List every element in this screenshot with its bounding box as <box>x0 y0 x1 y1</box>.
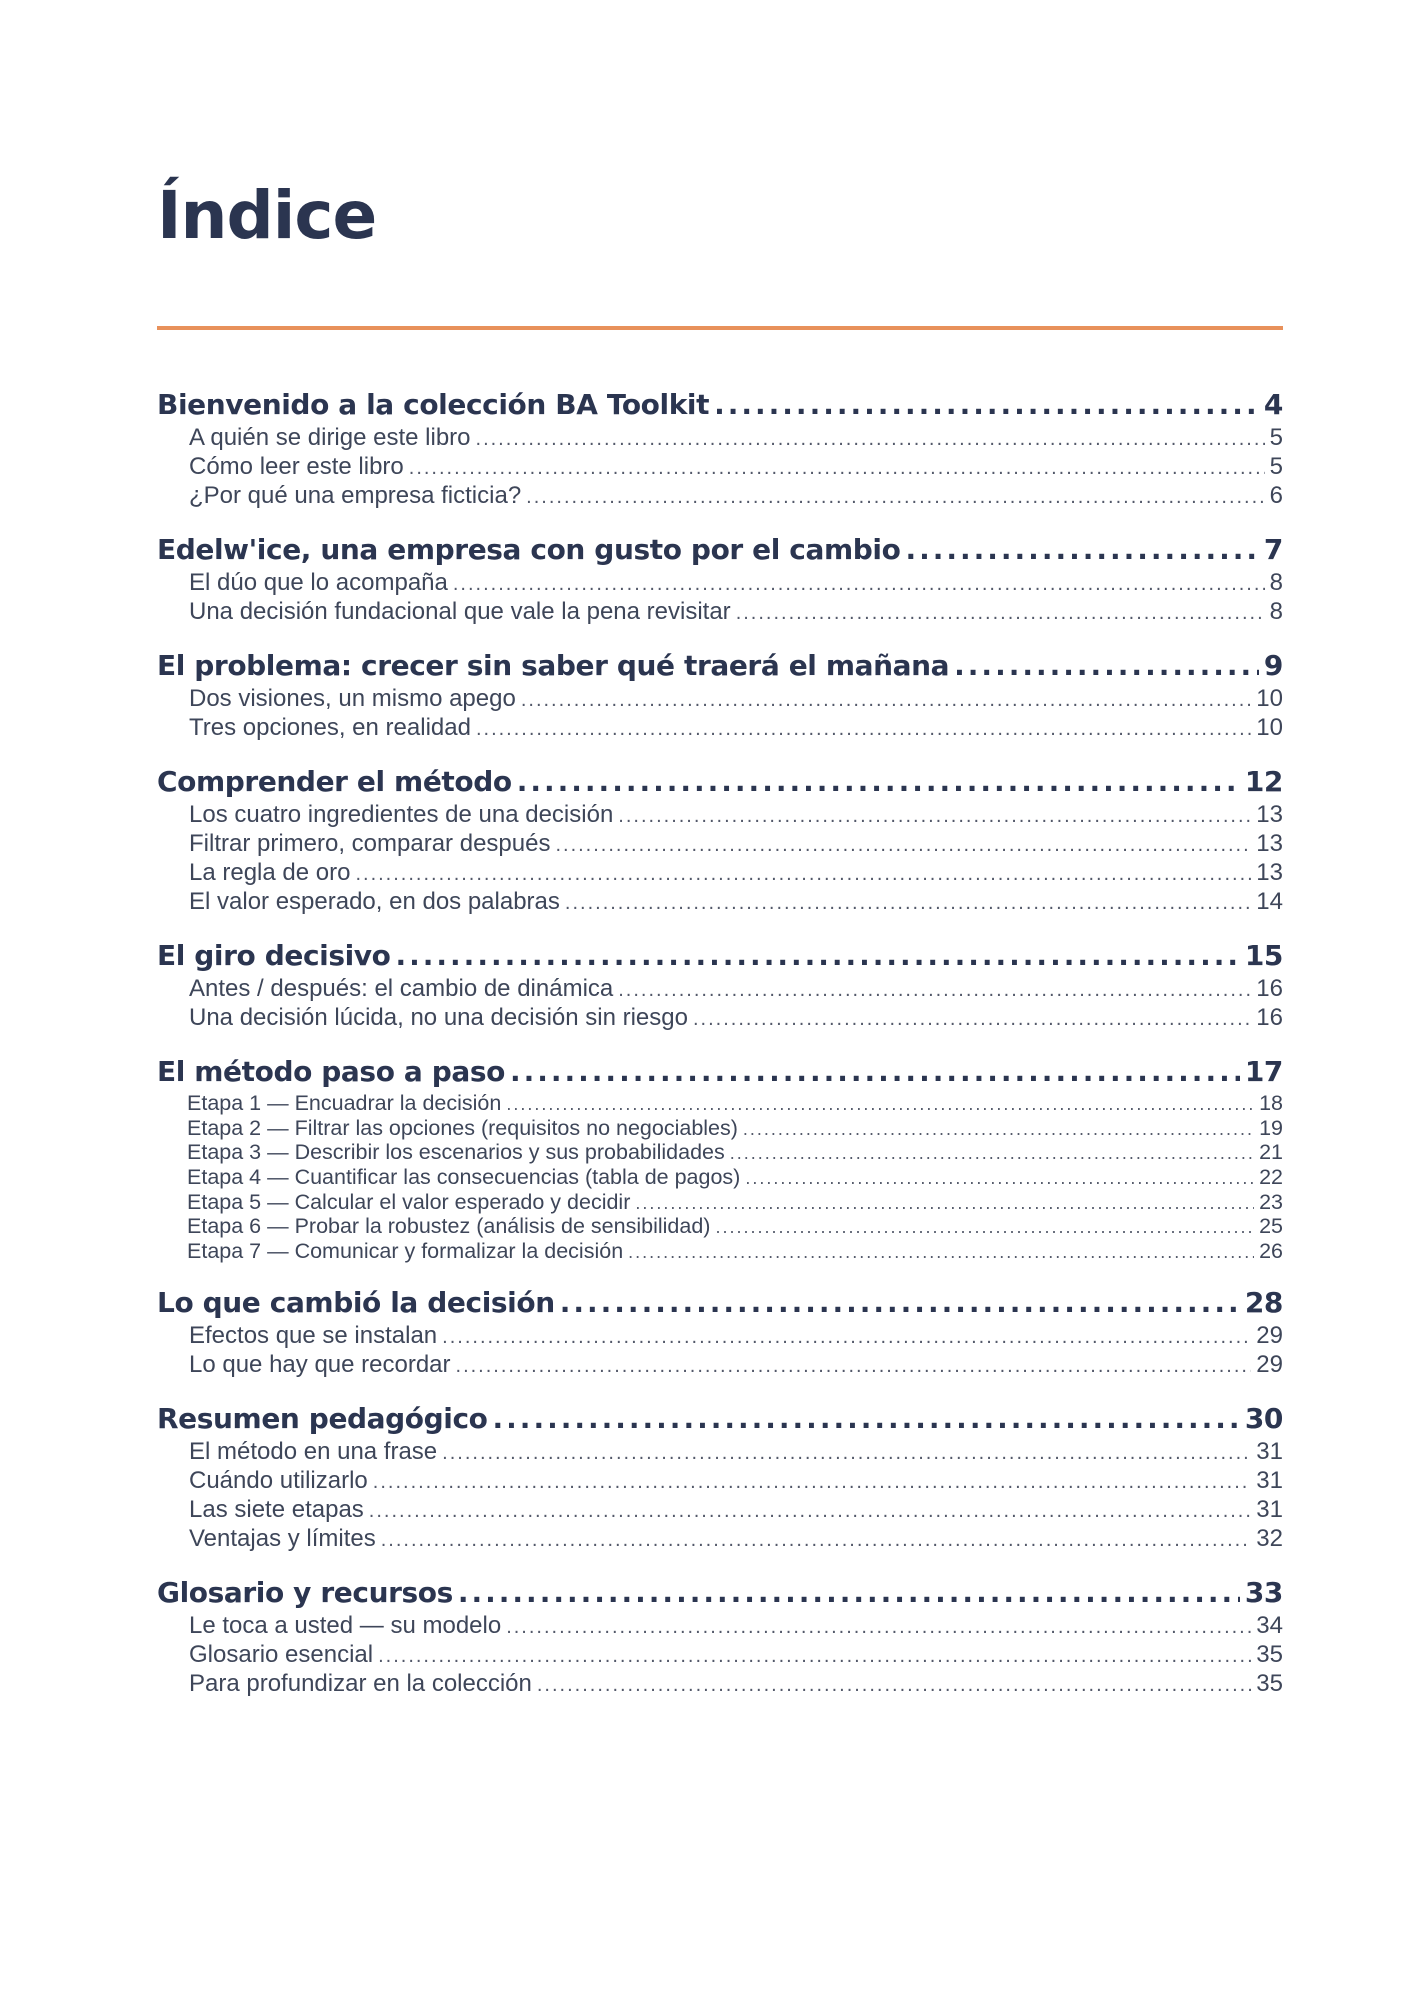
toc-chapter-entry[interactable] <box>157 1055 1283 1091</box>
subsection-title: La regla de oro <box>189 859 351 886</box>
dot-leader <box>560 1286 1240 1319</box>
subsection-title: Ventajas y límites <box>189 1524 376 1552</box>
toc-subsection-entry[interactable] <box>157 1190 1283 1215</box>
subsection-title: Etapa 5 — Calcular el valor esperado y decidir <box>187 1189 631 1214</box>
subsection-title: Etapa 1 — Encuadrar la decisión <box>187 1091 502 1115</box>
toc-subsection-entry[interactable] <box>157 1140 1283 1165</box>
dot-leader <box>453 573 1265 596</box>
page-number: 8 <box>1269 569 1283 596</box>
page-number: 18 <box>1259 1091 1283 1115</box>
page-number: 13 <box>1256 801 1283 828</box>
toc-subsection-entry[interactable] <box>157 1612 1283 1641</box>
page-number: 31 <box>1256 1437 1283 1465</box>
subsection-title: Etapa 6 — Probar la robustez (análisis de sensibilidad) <box>187 1214 711 1239</box>
subsection-title: Los cuatro ingredientes de una decisión <box>189 801 614 828</box>
toc-subsection-entry[interactable] <box>157 714 1283 743</box>
subsection-title: Etapa 4 — Cuantificar las consecuencias (tabla de pagos) <box>187 1165 741 1190</box>
page-number: 30 <box>1244 1401 1283 1435</box>
page-number: 16 <box>1256 975 1283 1002</box>
dot-leader <box>381 1529 1252 1552</box>
toc-subsection-entry[interactable] <box>157 569 1283 598</box>
page-number: 26 <box>1259 1239 1283 1264</box>
subsection-title: Cómo leer este libro <box>189 453 404 480</box>
dot-leader <box>736 602 1265 625</box>
page-number: 8 <box>1269 598 1283 625</box>
page-number: 15 <box>1244 939 1283 972</box>
subsection-title: A quién se dirige este libro <box>189 424 471 451</box>
dot-leader <box>493 1402 1240 1435</box>
page-number: 34 <box>1256 1611 1283 1639</box>
dot-leader <box>730 1143 1254 1164</box>
subsection-title: Filtrar primero, comparar después <box>189 830 551 857</box>
chapter-title: El problema: crecer sin saber qué traerá el mañana <box>157 649 950 682</box>
page-number: 14 <box>1256 888 1283 915</box>
dot-leader <box>693 1008 1251 1031</box>
page-number: 17 <box>1244 1055 1283 1088</box>
page-number: 13 <box>1256 830 1283 857</box>
toc-chapter-entry[interactable] <box>157 1286 1283 1322</box>
toc-chapter-entry[interactable] <box>157 533 1283 569</box>
table-of-contents <box>157 388 1283 1699</box>
title-divider <box>157 326 1283 330</box>
dot-leader <box>373 1471 1252 1494</box>
dot-leader <box>456 1355 1252 1378</box>
toc-section <box>157 1286 1283 1380</box>
page-number: 31 <box>1256 1495 1283 1523</box>
page-number: 6 <box>1269 482 1283 509</box>
dot-leader <box>506 1094 1254 1115</box>
subsection-title: Una decisión fundacional que vale la pena revisitar <box>189 598 731 625</box>
page-number: 4 <box>1263 388 1283 421</box>
page-number: 35 <box>1256 1640 1283 1668</box>
toc-subsection-entry[interactable] <box>157 830 1283 859</box>
subsection-title: Las siete etapas <box>189 1495 364 1523</box>
toc-subsection-entry[interactable] <box>157 1239 1283 1264</box>
toc-subsection-entry[interactable] <box>157 1322 1283 1351</box>
toc-subsection-entry[interactable] <box>157 888 1283 917</box>
toc-subsection-entry[interactable] <box>157 1641 1283 1670</box>
dot-leader <box>506 1616 1251 1639</box>
toc-subsection-entry[interactable] <box>157 482 1283 511</box>
toc-subsection-entry[interactable] <box>157 1165 1283 1190</box>
section-gap <box>157 1554 1283 1576</box>
subsection-title: El método en una frase <box>189 1437 438 1465</box>
chapter-title: Bienvenido a la colección BA Toolkit <box>157 388 710 421</box>
toc-chapter-entry[interactable] <box>157 1576 1283 1612</box>
page-number: 31 <box>1256 1466 1283 1494</box>
dot-leader <box>618 805 1251 828</box>
subsection-title: Glosario esencial <box>189 1640 374 1668</box>
dot-leader <box>954 649 1259 682</box>
section-gap <box>157 1380 1283 1402</box>
page-number: 10 <box>1256 714 1283 741</box>
section-gap <box>157 627 1283 649</box>
toc-section <box>157 1055 1283 1264</box>
subsection-title: ¿Por qué una empresa ficticia? <box>189 482 522 509</box>
toc-section <box>157 939 1283 1033</box>
dot-leader <box>517 765 1240 798</box>
toc-subsection-entry[interactable] <box>157 598 1283 627</box>
page-number: 25 <box>1259 1214 1283 1239</box>
dot-leader <box>628 1242 1254 1263</box>
dot-leader <box>378 1645 1251 1668</box>
page-number: 33 <box>1244 1575 1283 1609</box>
page-number: 23 <box>1259 1189 1283 1214</box>
dot-leader <box>715 1217 1254 1238</box>
toc-subsection-entry[interactable] <box>157 1438 1283 1467</box>
subsection-title: Lo que hay que recordar <box>189 1350 451 1378</box>
section-gap <box>157 511 1283 533</box>
dot-leader <box>745 1168 1254 1189</box>
toc-section <box>157 649 1283 743</box>
page-number: 29 <box>1256 1321 1283 1349</box>
chapter-title: Glosario y recursos <box>157 1575 453 1609</box>
subsection-title: Antes / después: el cambio de dinámica <box>189 975 614 1002</box>
dot-leader <box>565 892 1251 915</box>
toc-subsection-entry[interactable] <box>157 1670 1283 1699</box>
toc-subsection-entry[interactable] <box>157 424 1283 453</box>
page-number: 29 <box>1256 1350 1283 1378</box>
toc-chapter-entry[interactable] <box>157 939 1283 975</box>
page-number: 35 <box>1256 1669 1283 1697</box>
dot-leader <box>355 863 1251 886</box>
subsection-title: Cuándo utilizarlo <box>189 1466 368 1494</box>
toc-section <box>157 533 1283 627</box>
toc-subsection-entry[interactable] <box>157 1214 1283 1239</box>
chapter-title: El giro decisivo <box>157 939 391 972</box>
page-number: 10 <box>1256 685 1283 712</box>
dot-leader <box>521 689 1251 712</box>
page-number: 21 <box>1259 1140 1283 1165</box>
page-number: 22 <box>1259 1165 1283 1190</box>
dot-leader <box>510 1055 1240 1088</box>
toc-chapter-entry[interactable] <box>157 1402 1283 1438</box>
dot-leader <box>537 1674 1251 1697</box>
page-number: 5 <box>1269 424 1283 451</box>
toc-subsection-entry[interactable] <box>157 1467 1283 1496</box>
toc-subsection-entry[interactable] <box>157 453 1283 482</box>
subsection-title: El valor esperado, en dos palabras <box>189 888 560 915</box>
toc-subsection-entry[interactable] <box>157 1525 1283 1554</box>
dot-leader <box>476 428 1265 451</box>
page-number: 5 <box>1269 453 1283 480</box>
toc-subsection-entry[interactable] <box>157 859 1283 888</box>
toc-chapter-entry[interactable] <box>157 649 1283 685</box>
subsection-title: Etapa 2 — Filtrar las opciones (requisitos no negociables) <box>187 1115 738 1140</box>
subsection-title: Para profundizar en la colección <box>189 1669 532 1697</box>
toc-subsection-entry[interactable] <box>157 1091 1283 1116</box>
page-number: 16 <box>1256 1004 1283 1031</box>
chapter-title: Resumen pedagógico <box>157 1401 488 1435</box>
section-gap <box>157 743 1283 765</box>
chapter-title: Edelw'ice, una empresa con gusto por el cambio <box>157 533 901 566</box>
chapter-title: El método paso a paso <box>157 1055 505 1088</box>
subsection-title: Etapa 3 — Describir los escenarios y sus probabilidades <box>187 1140 725 1165</box>
subsection-title: Efectos que se instalan <box>189 1321 438 1349</box>
dot-leader <box>526 486 1264 509</box>
page-number: 32 <box>1256 1524 1283 1552</box>
toc-subsection-entry[interactable] <box>157 1004 1283 1033</box>
page-number: 19 <box>1259 1115 1283 1140</box>
section-gap <box>157 1033 1283 1055</box>
dot-leader <box>442 1326 1251 1349</box>
toc-subsection-entry[interactable] <box>157 1351 1283 1380</box>
toc-subsection-entry[interactable] <box>157 1496 1283 1525</box>
chapter-title: Lo que cambió la decisión <box>157 1285 555 1319</box>
subsection-title: El dúo que lo acompaña <box>189 569 448 596</box>
dot-leader <box>369 1500 1252 1523</box>
toc-subsection-entry[interactable] <box>157 801 1283 830</box>
dot-leader <box>905 533 1258 566</box>
toc-subsection-entry[interactable] <box>157 975 1283 1004</box>
subsection-title: Tres opciones, en realidad <box>189 714 471 741</box>
dot-leader <box>714 388 1259 421</box>
toc-section <box>157 765 1283 917</box>
page-number: 28 <box>1244 1285 1283 1319</box>
page-number: 12 <box>1244 765 1283 798</box>
section-gap <box>157 1264 1283 1286</box>
toc-chapter-entry[interactable] <box>157 388 1283 424</box>
dot-leader <box>555 834 1251 857</box>
dot-leader <box>743 1119 1254 1140</box>
page-title: Índice <box>157 177 377 254</box>
page-number: 9 <box>1263 649 1283 682</box>
toc-section <box>157 388 1283 511</box>
page-number: 7 <box>1263 533 1283 566</box>
dot-leader <box>458 1576 1240 1609</box>
toc-section <box>157 1576 1283 1699</box>
subsection-title: Etapa 7 — Comunicar y formalizar la decisión <box>187 1239 624 1264</box>
subsection-title: Le toca a usted — su modelo <box>189 1611 502 1639</box>
dot-leader <box>396 939 1240 972</box>
toc-chapter-entry[interactable] <box>157 765 1283 801</box>
toc-subsection-entry[interactable] <box>157 685 1283 714</box>
dot-leader <box>618 979 1251 1002</box>
page-number: 13 <box>1256 859 1283 886</box>
dot-leader <box>476 718 1251 741</box>
dot-leader <box>409 457 1265 480</box>
subsection-title: Dos visiones, un mismo apego <box>189 685 516 712</box>
dot-leader <box>442 1442 1251 1465</box>
section-gap <box>157 917 1283 939</box>
toc-subsection-entry[interactable] <box>157 1116 1283 1141</box>
dot-leader <box>635 1193 1254 1214</box>
subsection-title: Una decisión lúcida, no una decisión sin riesgo <box>189 1004 688 1031</box>
chapter-title: Comprender el método <box>157 765 512 798</box>
toc-section <box>157 1402 1283 1554</box>
